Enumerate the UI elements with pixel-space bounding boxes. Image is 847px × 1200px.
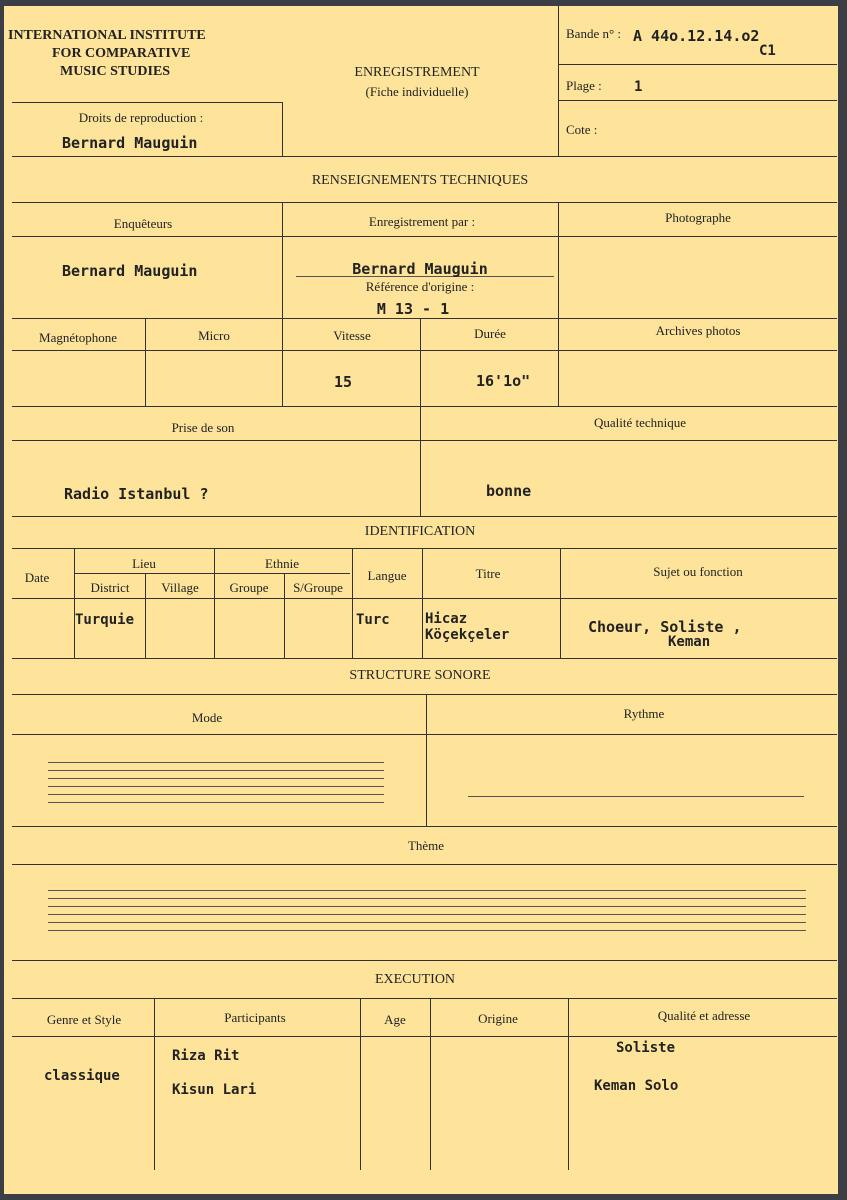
photographe-label: Photographe	[665, 210, 731, 225]
village-label: Village	[161, 580, 199, 595]
rule	[12, 864, 837, 865]
enregistrement-value: Bernard Mauguin	[352, 260, 488, 278]
rule	[558, 6, 559, 156]
rule	[12, 440, 837, 441]
rule	[430, 998, 431, 1170]
rule	[12, 548, 837, 549]
bande-value: A 44o.12.14.o2	[633, 27, 760, 45]
rule	[12, 318, 837, 319]
rule	[568, 998, 569, 1170]
rule	[558, 64, 837, 65]
sujet-value-1: Choeur, Soliste ,	[588, 618, 742, 636]
sgroupe-label: S/Groupe	[293, 580, 343, 595]
rule	[560, 548, 561, 658]
qualite-adresse-value-2: Keman Solo	[594, 1078, 679, 1094]
rule	[420, 318, 421, 406]
rule	[74, 548, 75, 658]
titre-value-1: Hicaz	[425, 611, 468, 627]
micro-label: Micro	[198, 328, 230, 343]
theme-line	[48, 922, 806, 923]
theme-line	[48, 898, 806, 899]
identification-section-title: IDENTIFICATION	[364, 524, 476, 539]
rule	[12, 658, 837, 659]
lieu-label: Lieu	[132, 556, 156, 571]
rule	[12, 1036, 837, 1037]
rule	[426, 694, 427, 826]
mode-line	[48, 770, 384, 771]
rule	[284, 573, 285, 658]
theme-line	[48, 906, 806, 907]
mode-line	[48, 794, 384, 795]
sujet-label: Sujet ou fonction	[653, 564, 743, 579]
date-label: Date	[24, 570, 50, 585]
titre-label: Titre	[475, 566, 501, 581]
rythme-line	[468, 796, 804, 797]
rule	[12, 236, 837, 237]
groupe-label: Groupe	[229, 580, 269, 595]
enqueteurs-label: Enquêteurs	[113, 216, 173, 231]
vitesse-value: 15	[334, 373, 353, 391]
langue-label: Langue	[367, 568, 407, 583]
theme-label: Thème	[407, 838, 445, 853]
droits-value: Bernard Mauguin	[62, 134, 198, 152]
rule	[12, 734, 837, 735]
theme-line	[48, 930, 806, 931]
genre-label: Genre et Style	[46, 1012, 122, 1027]
rule	[12, 826, 837, 827]
sujet-value-2: Keman	[668, 634, 711, 650]
mode-label: Mode	[191, 710, 223, 725]
institute-line-2: FOR COMPARATIVE	[52, 46, 191, 61]
rule	[282, 202, 283, 406]
langue-value: Turc	[356, 612, 390, 628]
mode-line	[48, 802, 384, 803]
age-label: Age	[384, 1012, 406, 1027]
archives-label: Archives photos	[655, 323, 741, 338]
rule	[145, 318, 146, 406]
vitesse-label: Vitesse	[333, 328, 371, 343]
participant-2: Kisun Lari	[172, 1082, 257, 1098]
district-value: Turquie	[75, 612, 135, 628]
rule	[12, 960, 837, 961]
rule	[360, 998, 361, 1170]
district-label: District	[90, 580, 130, 595]
bande-suffix: C1	[759, 43, 776, 59]
rule	[145, 573, 146, 658]
ethnie-label: Ethnie	[265, 556, 299, 571]
origine-label: Origine	[478, 1011, 518, 1026]
rule	[422, 548, 423, 658]
rule	[12, 202, 837, 203]
duree-label: Durée	[474, 326, 506, 341]
card-subtitle: (Fiche individuelle)	[365, 84, 469, 99]
duree-value: 16'1o"	[476, 372, 531, 390]
rule	[12, 102, 282, 103]
qualite-technique-value: bonne	[486, 482, 532, 500]
mode-line	[48, 762, 384, 763]
droits-label: Droits de reproduction :	[78, 110, 204, 125]
rule	[74, 573, 350, 574]
rule	[282, 102, 283, 156]
rule	[214, 548, 215, 658]
institute-line-1: INTERNATIONAL INSTITUTE	[8, 28, 206, 43]
theme-line	[48, 890, 806, 891]
execution-section-title: EXECUTION	[374, 972, 456, 987]
rule	[12, 156, 837, 157]
rule	[12, 998, 837, 999]
enqueteurs-value: Bernard Mauguin	[62, 262, 198, 280]
rule	[12, 406, 837, 407]
structure-section-title: STRUCTURE SONORE	[349, 668, 491, 683]
technique-section-title: RENSEIGNEMENTS TECHNIQUES	[311, 173, 529, 188]
rule	[558, 318, 559, 406]
reference-value: M 13 - 1	[376, 300, 450, 314]
mode-line	[48, 786, 384, 787]
qualite-technique-label: Qualité technique	[593, 415, 687, 430]
rule	[420, 406, 421, 516]
prise-label: Prise de son	[171, 420, 235, 435]
rule	[12, 516, 837, 517]
theme-line	[48, 914, 806, 915]
rythme-label: Rythme	[623, 706, 665, 721]
magnetophone-label: Magnétophone	[39, 330, 117, 345]
qualite-adresse-label: Qualité et adresse	[657, 1008, 751, 1023]
mode-line	[48, 778, 384, 779]
rule	[12, 350, 837, 351]
rule	[558, 202, 559, 318]
rule	[12, 598, 837, 599]
rule	[352, 548, 353, 658]
qualite-adresse-value-1: Soliste	[616, 1040, 676, 1056]
enregistrement-label: Enregistrement par :	[368, 214, 476, 229]
rule	[558, 100, 837, 101]
rule	[154, 998, 155, 1170]
cote-label: Cote :	[566, 122, 598, 137]
reference-label: Référence d'origine :	[365, 279, 475, 294]
participants-label: Participants	[224, 1010, 286, 1025]
card-title: ENREGISTREMENT	[354, 65, 480, 80]
genre-value: classique	[44, 1068, 120, 1084]
titre-value-2: Köçekçeler	[425, 627, 510, 643]
institute-line-3: MUSIC STUDIES	[60, 64, 171, 79]
plage-label: Plage :	[566, 78, 602, 93]
participant-1: Riza Rit	[172, 1048, 240, 1064]
plage-value: 1	[634, 79, 643, 95]
rule	[12, 694, 837, 695]
recording-card	[4, 6, 838, 1194]
bande-label: Bande n° :	[566, 26, 622, 41]
prise-value: Radio Istanbul ?	[64, 485, 209, 503]
